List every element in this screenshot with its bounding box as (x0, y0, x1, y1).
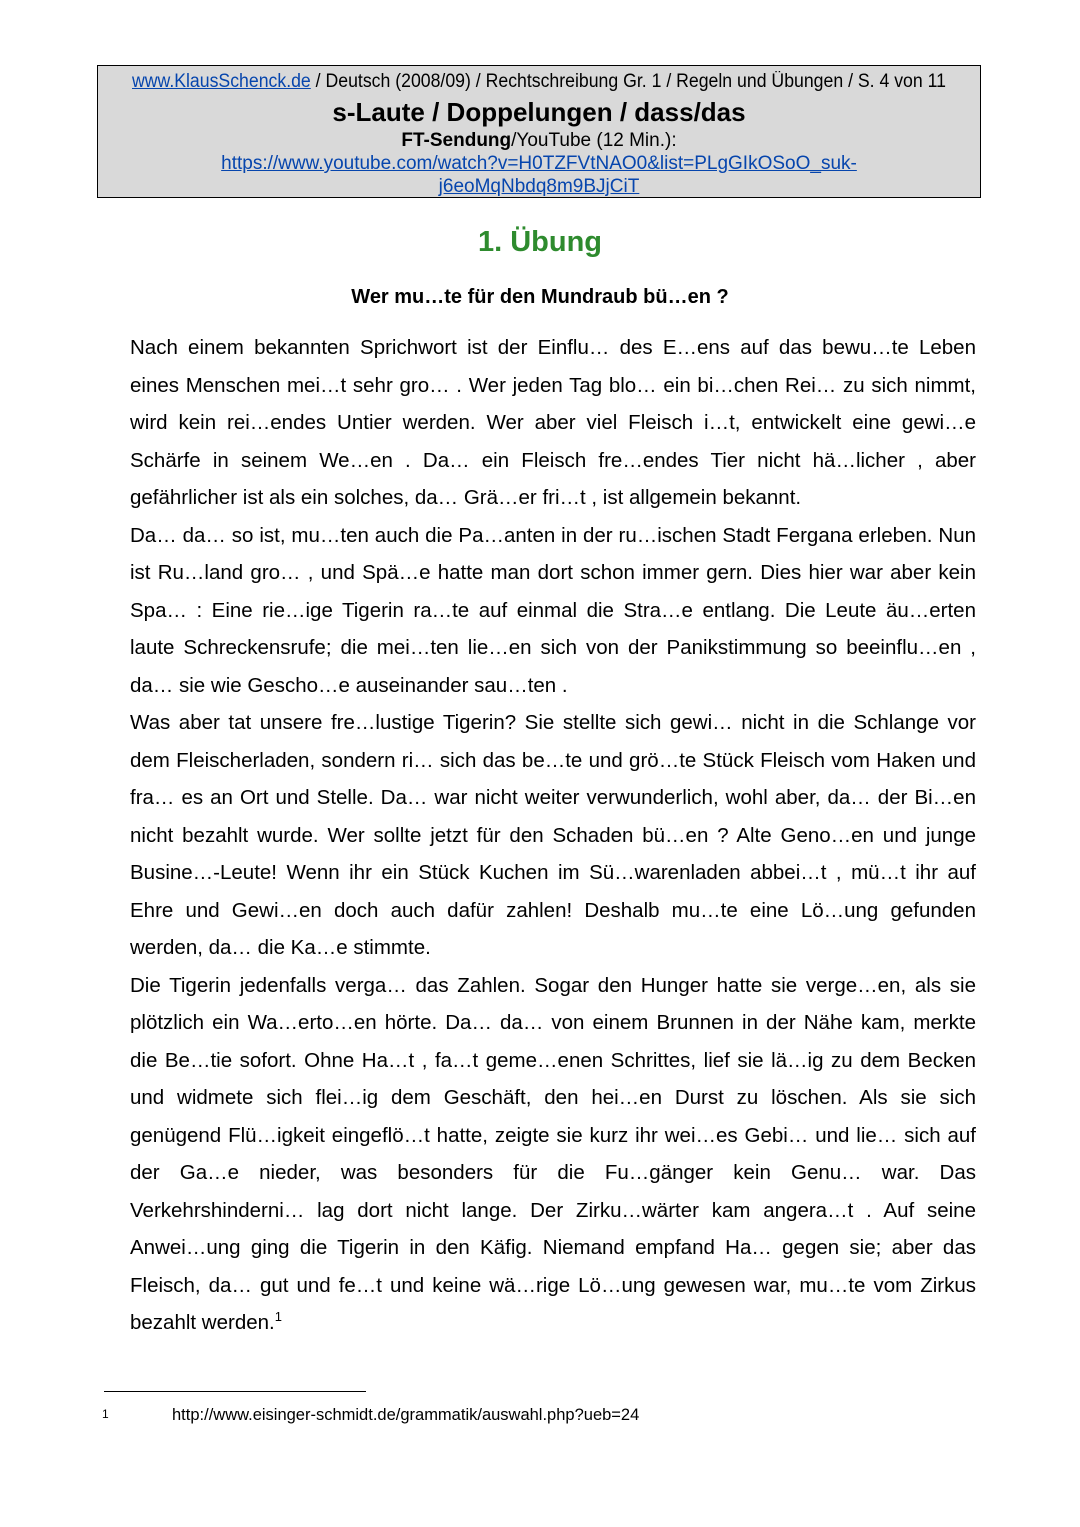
story-title: Wer mu…te für den Mundraub bü…en ? (351, 286, 729, 308)
paragraph-2: Da… da… so ist, mu…ten auch die Pa…anten in der ru…ischen Stadt Fergana erleben. Nun ist Ru…land gro… , und Spä…e hatte man dort schon immer gern. Dies hier war aber kein Spa… : Eine rie…ige Tigerin ra…te auf einmal die Stra…e entlang. Die Leute äu…erten laute Schreckensrufe; die mei…ten lie…en sich von der Panikstimmung so beeinflu…en , da… sie wie Gescho…e auseinander sau…ten . (130, 523, 976, 697)
site-link[interactable]: www.KlausSchenck.de (132, 71, 311, 92)
footnote-number: 1 (102, 1407, 109, 1421)
youtube-link[interactable] (98, 152, 980, 198)
breadcrumb-path: / Deutsch (2008/09) / Rechtschreibung Gr. 1 / Regeln und Übungen / S. 4 von 11 (310, 71, 946, 92)
header-breadcrumb-line (129, 70, 949, 94)
exercise-text (130, 329, 976, 1342)
exercise-heading: 1. Übung (477, 226, 603, 258)
paragraph-4 (130, 967, 976, 1342)
youtube-url-line-1[interactable]: https://www.youtube.com/watch?v=H0TZFVtNAO0&list=PLgGIkOSoO_suk- (221, 153, 857, 174)
footnote-source-url: http://www.eisinger-schmidt.de/grammatik/auswahl.php?ueb=24 (172, 1406, 640, 1424)
footnote-marker: 1 (274, 1309, 282, 1324)
document-title: s-Laute / Doppelungen / dass/das (332, 97, 746, 127)
ft-broadcast-line (98, 129, 980, 152)
paragraph-1: Nach einem bekannten Sprichwort ist der Einflu… des E…ens auf das bewu…te Leben eines Menschen mei…t sehr gro… . Wer jeden Tag blo… ein bi…chen Rei… zu sich nimmt, wird kein rei…endes Untier werden. Wer aber viel Fleisch i…t, entwickelt eine gewi…e Schärfe in seinem We…en . Da… ein Fleisch fre…endes Tier nicht hä…licher , aber gefährlicher ist als ein solches, da… Grä…er fri…t , ist allgemein bekannt. (130, 336, 976, 509)
ft-label: FT-Sendung (401, 130, 512, 151)
ft-details: /YouTube (12 Min.): (511, 130, 677, 151)
footnote-separator (104, 1391, 366, 1392)
youtube-url-line-2[interactable]: j6eoMqNbdq8m9BJjCiT (438, 176, 640, 197)
paragraph-4-text: Die Tigerin jedenfalls verga… das Zahlen. Sogar den Hunger hatte sie verge…en, als sie plötzlich ein Wa…erto…en hörte. Da… da… von einem Brunnen in der Nähe kam, merkte die Be…tie sofort. Ohne Ha…t , fa…t geme…enen Schrittes, lief sie lä…ig zu dem Becken und widmete sich flei…ig dem Geschäft, den hei…en Durst zu löschen. Als sie sich genügend Flü…igkeit eingeflö…t hatte, zeigte sie kurz ihr wei…es Gebi… und lie… sich auf der Ga…e nieder, was besonders für die Fu…gänger kein Genu… war. Das Verkehrshinderni… lag dort nicht lange. Der Zirku…wärter kam angera…t . Auf seine Anwei…ung ging die Tigerin in den Käfig. Niemand empfand Ha… gegen sie; aber das Fleisch, da… gut und fe…t und keine wä…rige Lö…ung gewesen war, mu…te vom Zirkus bezahlt werden. (130, 973, 976, 1334)
paragraph-3: Was aber tat unsere fre…lustige Tigerin? Sie stellte sich gewi… nicht in die Schlange vor dem Fleischerladen, sondern ri… sich das be…te und grö…te Stück Fleisch vom Haken und fra… es an Ort und Stelle. Da… war nicht weiter verwunderlich, wohl aber, da… der Bi…en nicht bezahlt wurde. Wer sollte jetzt für den Schaden bü…en ? Alte Geno…en und junge Busine…-Leute! Wenn ihr ein Stück Kuchen im Sü…warenladen abbei…t , mü…t ihr auf Ehre und Gewi…en doch auch dafür zahlen! Deshalb mu…te eine Lö…ung gefunden werden, da… die Ka…e stimmte. (130, 711, 976, 959)
document-header (97, 65, 981, 198)
